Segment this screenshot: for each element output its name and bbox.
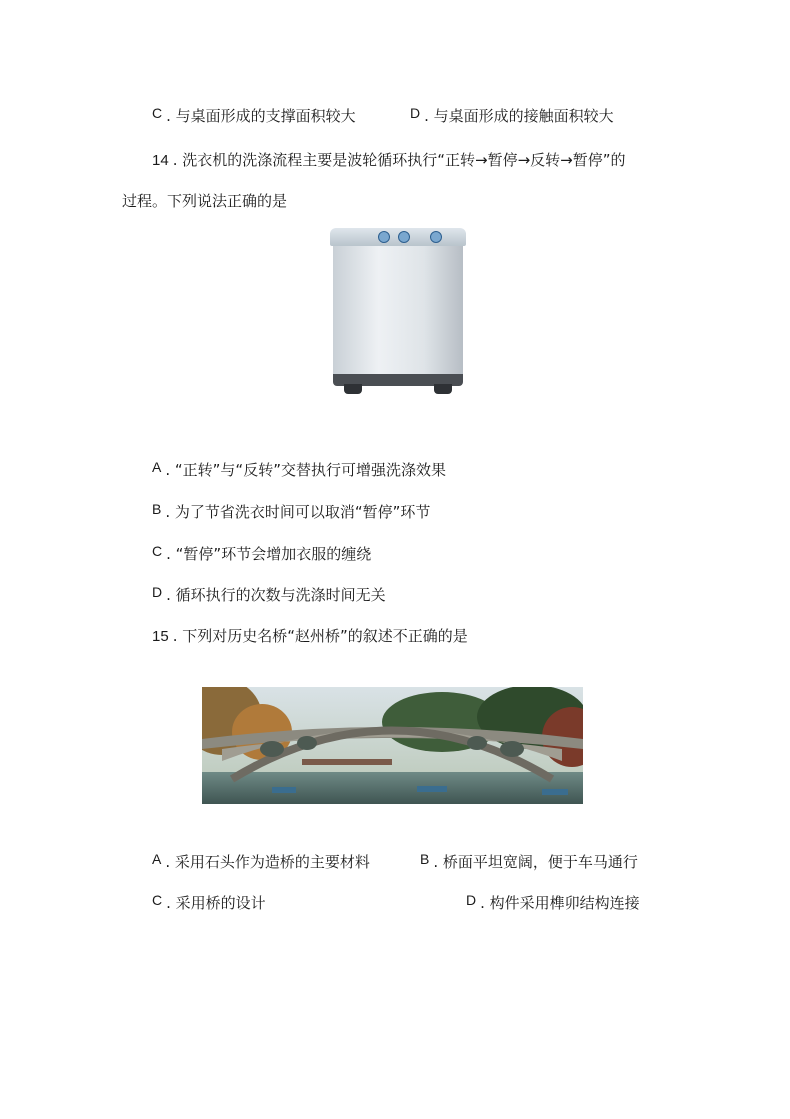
q14-option-d	[152, 585, 386, 605]
option-text: . 为了节省洗衣时间可以取消“暂停”环节	[165, 503, 431, 521]
question-stem: . 洗衣机的洗涤流程主要是波轮循环执行“正转→暂停→反转→暂停”的	[172, 151, 626, 169]
option-text: . 循环执行的次数与洗涤时间无关	[166, 586, 386, 604]
q13-option-c	[152, 106, 356, 126]
washer-knob-icon	[378, 231, 390, 243]
question-number: 14	[152, 152, 169, 169]
option-letter: D	[410, 105, 421, 121]
washer-foot	[344, 384, 362, 394]
q14-stem-line1	[152, 150, 625, 171]
q15-option-b	[420, 852, 638, 872]
option-letter: D	[152, 584, 163, 600]
q14-option-c	[152, 544, 371, 564]
option-text: . 桥面平坦宽阔，便于车马通行	[433, 853, 638, 871]
q14-option-a	[152, 460, 446, 480]
question-stem: . 下列对历史名桥“赵州桥”的叙述不正确的是	[172, 627, 468, 645]
q15-stem	[152, 626, 468, 647]
option-text: . “正转”与“反转”交替执行可增强洗涤效果	[165, 461, 446, 479]
bridge-photo	[202, 687, 583, 804]
option-letter: C	[152, 892, 163, 908]
option-letter: D	[466, 892, 477, 908]
option-text: . 采用桥的设计	[166, 894, 266, 912]
option-text: . “暂停”环节会增加衣服的缠绕	[166, 545, 372, 563]
washer-knob-icon	[398, 231, 410, 243]
zhaozhou-bridge-image	[202, 687, 583, 804]
washer-body	[333, 246, 463, 374]
option-text: . 采用石头作为造桥的主要材料	[165, 853, 370, 871]
q14-stem-line2: 过程。下列说法正确的是	[122, 192, 288, 210]
option-letter: C	[152, 105, 163, 121]
q15-option-c	[152, 893, 266, 913]
option-letter: A	[152, 459, 162, 475]
washer-knob-icon	[430, 231, 442, 243]
option-letter: C	[152, 543, 163, 559]
question-number: 15	[152, 628, 169, 645]
q15-option-d	[466, 893, 640, 913]
washer-foot	[434, 384, 452, 394]
option-text: . 构件采用榫卯结构连接	[480, 894, 640, 912]
option-letter: B	[420, 851, 430, 867]
q14-option-b	[152, 502, 430, 522]
option-text: . 与桌面形成的接触面积较大	[424, 107, 614, 125]
option-letter: A	[152, 851, 162, 867]
q13-option-d	[410, 106, 614, 126]
option-text: . 与桌面形成的支撑面积较大	[166, 107, 356, 125]
q15-option-a	[152, 852, 370, 872]
option-letter: B	[152, 501, 162, 517]
washing-machine-image	[330, 228, 466, 398]
